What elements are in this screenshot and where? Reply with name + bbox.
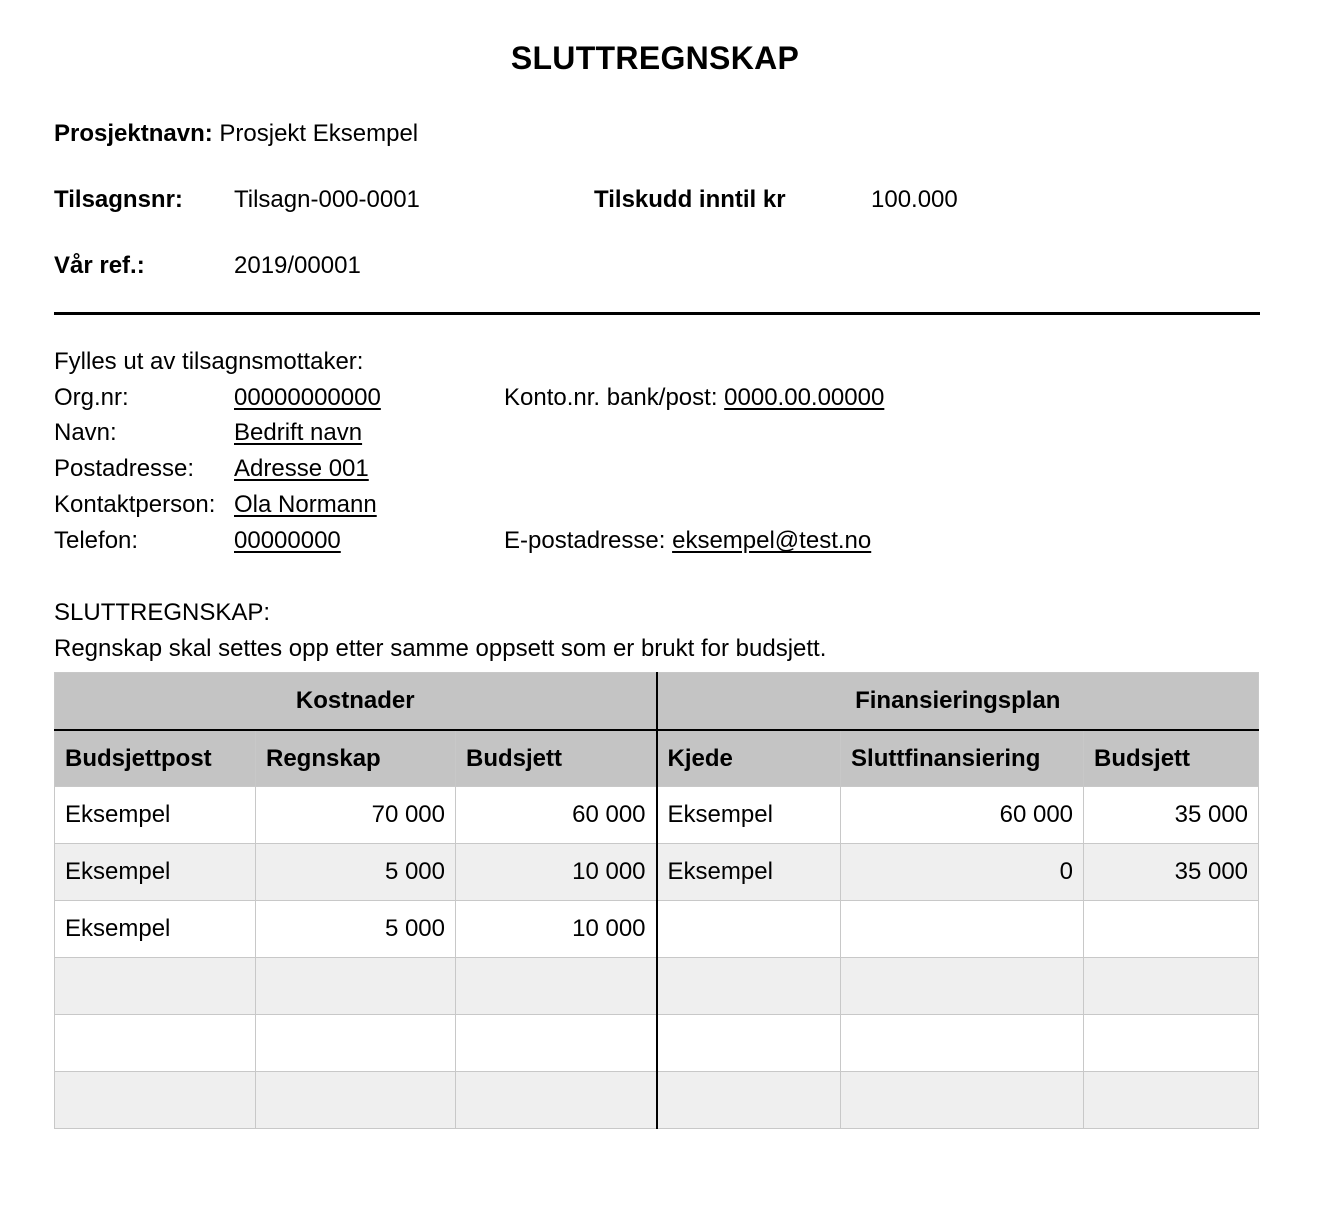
address-label: Postadresse: xyxy=(54,455,195,482)
email-link[interactable]: eksempel@test.no xyxy=(672,527,872,554)
column-header: Regnskap xyxy=(256,730,456,787)
table-cell[interactable] xyxy=(657,1015,841,1072)
table-column-header xyxy=(55,730,1259,787)
email-label: E-postadresse: xyxy=(504,527,666,554)
project-name-value: Prosjekt Eksempel xyxy=(219,120,419,147)
table-cell[interactable] xyxy=(1084,901,1259,958)
ref-label: Vår ref.: xyxy=(54,252,145,279)
column-header: Budsjett xyxy=(456,730,657,787)
table-cell[interactable] xyxy=(55,1015,256,1072)
statement-heading: SLUTTREGNSKAP: xyxy=(54,599,271,626)
table-cell[interactable] xyxy=(256,958,456,1015)
project-name-label: Prosjektnavn: xyxy=(54,120,213,147)
company-name-field[interactable]: Bedrift navn xyxy=(234,419,363,446)
table-cell[interactable] xyxy=(1084,958,1259,1015)
budget-table xyxy=(54,672,1259,1129)
contact-label: Kontaktperson: xyxy=(54,491,216,518)
phone-label: Telefon: xyxy=(54,527,139,554)
column-header: Budsjett xyxy=(1084,730,1259,787)
account-field[interactable]: 0000.00.00000 xyxy=(724,384,885,411)
table-cell[interactable]: 5 000 xyxy=(256,844,456,901)
table-cell[interactable] xyxy=(1084,1072,1259,1129)
table-row xyxy=(55,1015,1259,1072)
table-cell[interactable] xyxy=(456,958,657,1015)
table-row xyxy=(55,1072,1259,1129)
table-cell[interactable] xyxy=(55,1072,256,1129)
table-cell[interactable]: Eksempel xyxy=(657,787,841,844)
table-cell[interactable] xyxy=(256,1015,456,1072)
table-cell[interactable]: Eksempel xyxy=(55,901,256,958)
table-cell[interactable] xyxy=(657,958,841,1015)
column-header: Kjede xyxy=(657,730,841,787)
table-row xyxy=(55,958,1259,1015)
table-cell[interactable] xyxy=(1084,1015,1259,1072)
table-cell[interactable]: 5 000 xyxy=(256,901,456,958)
recipient-intro: Fylles ut av tilsagnsmottaker: xyxy=(54,348,364,375)
table-cell[interactable] xyxy=(841,958,1084,1015)
column-header: Budsjettpost xyxy=(55,730,256,787)
table-cell[interactable] xyxy=(657,1072,841,1129)
table-cell[interactable] xyxy=(841,1015,1084,1072)
contact-field[interactable]: Ola Normann xyxy=(234,491,377,518)
financing-heading: Finansieringsplan xyxy=(657,673,1259,731)
table-cell[interactable] xyxy=(841,1072,1084,1129)
table-cell[interactable] xyxy=(55,958,256,1015)
table-cell[interactable]: 35 000 xyxy=(1084,787,1259,844)
phone-field[interactable]: 00000000 xyxy=(234,527,341,554)
ref-value: 2019/00001 xyxy=(234,252,361,279)
company-name-label: Navn: xyxy=(54,419,117,446)
address-field[interactable]: Adresse 001 xyxy=(234,455,369,482)
column-header: Sluttfinansiering xyxy=(841,730,1084,787)
email-row xyxy=(504,527,871,555)
account-label: Konto.nr. bank/post: xyxy=(504,384,718,411)
costs-heading: Kostnader xyxy=(55,673,657,731)
account-row xyxy=(504,384,884,412)
table-cell[interactable]: 10 000 xyxy=(456,901,657,958)
table-cell[interactable]: Eksempel xyxy=(657,844,841,901)
table-cell[interactable]: 60 000 xyxy=(456,787,657,844)
table-cell[interactable]: 35 000 xyxy=(1084,844,1259,901)
table-cell[interactable] xyxy=(456,1015,657,1072)
project-name-row xyxy=(54,120,418,148)
grant-no-value: Tilsagn-000-0001 xyxy=(234,186,420,213)
table-cell[interactable]: 10 000 xyxy=(456,844,657,901)
grant-amount-label: Tilskudd inntil kr xyxy=(594,186,786,213)
table-cell[interactable]: 60 000 xyxy=(841,787,1084,844)
grant-no-label: Tilsagnsnr: xyxy=(54,186,183,213)
table-cell[interactable]: 0 xyxy=(841,844,1084,901)
table-group-header xyxy=(55,673,1259,731)
document-title: SLUTTREGNSKAP xyxy=(510,40,800,76)
table-cell[interactable] xyxy=(657,901,841,958)
table-cell[interactable] xyxy=(456,1072,657,1129)
table-cell[interactable]: Eksempel xyxy=(55,844,256,901)
table-cell[interactable]: 70 000 xyxy=(256,787,456,844)
table-row xyxy=(55,787,1259,844)
grant-amount-value: 100.000 xyxy=(871,186,958,213)
section-divider xyxy=(54,312,1260,315)
org-field[interactable]: 00000000000 xyxy=(234,384,381,411)
table-cell[interactable]: Eksempel xyxy=(55,787,256,844)
table-cell[interactable] xyxy=(841,901,1084,958)
statement-note: Regnskap skal settes opp etter samme oppsett som er brukt for budsjett. xyxy=(54,635,827,662)
table-row xyxy=(55,844,1259,901)
table-row xyxy=(55,901,1259,958)
table-cell[interactable] xyxy=(256,1072,456,1129)
org-label: Org.nr: xyxy=(54,384,129,411)
